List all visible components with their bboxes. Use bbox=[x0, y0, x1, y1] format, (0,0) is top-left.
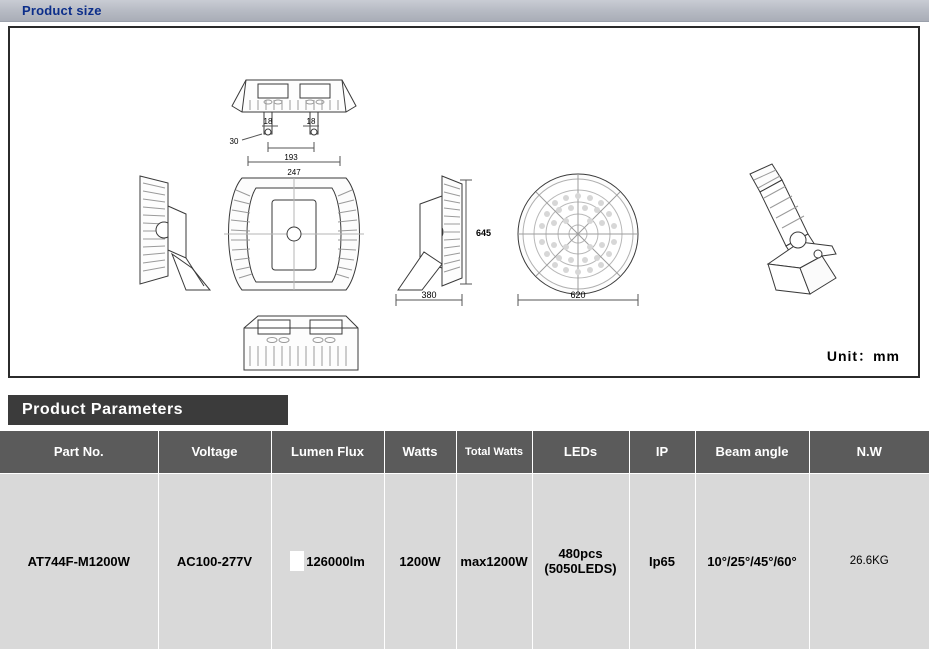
product-parameters-title: Product Parameters bbox=[22, 401, 184, 418]
dim-380: 380 bbox=[421, 290, 437, 300]
product-parameters-table-wrapper bbox=[0, 431, 929, 649]
cell-nw: 26.6KG bbox=[809, 473, 929, 649]
cell-leds-type: (5050LEDS) bbox=[544, 561, 617, 577]
cell-lumen-flux-value: 126000lm bbox=[306, 553, 365, 569]
lens-array-drawing bbox=[518, 174, 638, 306]
cell-leds-count: 480pcs bbox=[558, 546, 603, 562]
column-header-leds: LEDs bbox=[532, 431, 629, 473]
column-header-beam-angle: Beam angle bbox=[695, 431, 809, 473]
lumen-swatch-icon bbox=[290, 551, 304, 571]
cell-total-watts: max1200W bbox=[456, 473, 532, 649]
column-header-ip: IP bbox=[629, 431, 695, 473]
cell-lumen-flux bbox=[271, 473, 384, 649]
column-header-watts: Watts bbox=[384, 431, 456, 473]
column-header-nw: N.W bbox=[809, 431, 929, 473]
cell-ip: Ip65 bbox=[629, 473, 695, 649]
cell-leds bbox=[532, 473, 629, 649]
page-title: Product size bbox=[22, 3, 102, 18]
table-header-row bbox=[0, 431, 929, 473]
cell-beam-angle: 10°/25°/45°/60° bbox=[695, 473, 809, 649]
cell-watts: 1200W bbox=[384, 473, 456, 649]
dim-18-right: 18 bbox=[306, 117, 316, 126]
column-header-part-no: Part No. bbox=[0, 431, 158, 473]
dim-193: 193 bbox=[284, 153, 298, 162]
side-view-drawing-left bbox=[140, 176, 210, 290]
cell-part-no: AT744F-M1200W bbox=[0, 473, 158, 649]
side-view-drawing bbox=[396, 176, 472, 306]
perspective-view-drawing bbox=[750, 164, 836, 294]
column-header-lumen-flux: Lumen Flux bbox=[271, 431, 384, 473]
product-parameters-table bbox=[0, 431, 929, 649]
cell-voltage: AC100-277V bbox=[158, 473, 271, 649]
dim-30: 30 bbox=[229, 137, 239, 146]
front-view-drawing bbox=[224, 178, 364, 290]
column-header-voltage: Voltage bbox=[158, 431, 271, 473]
column-header-total-watts: Total Watts bbox=[456, 431, 532, 473]
technical-drawing-group bbox=[10, 28, 918, 376]
unit-label: Unit：mm bbox=[826, 348, 900, 364]
product-size-drawing-panel bbox=[8, 26, 920, 378]
dim-247: 247 bbox=[287, 168, 301, 177]
table-row bbox=[0, 473, 929, 649]
product-size-header-bar bbox=[0, 0, 929, 22]
bottom-view-drawing bbox=[244, 316, 358, 370]
dim-645: 645 bbox=[476, 228, 492, 238]
dim-18-left: 18 bbox=[263, 117, 273, 126]
dim-620: 620 bbox=[570, 290, 586, 300]
